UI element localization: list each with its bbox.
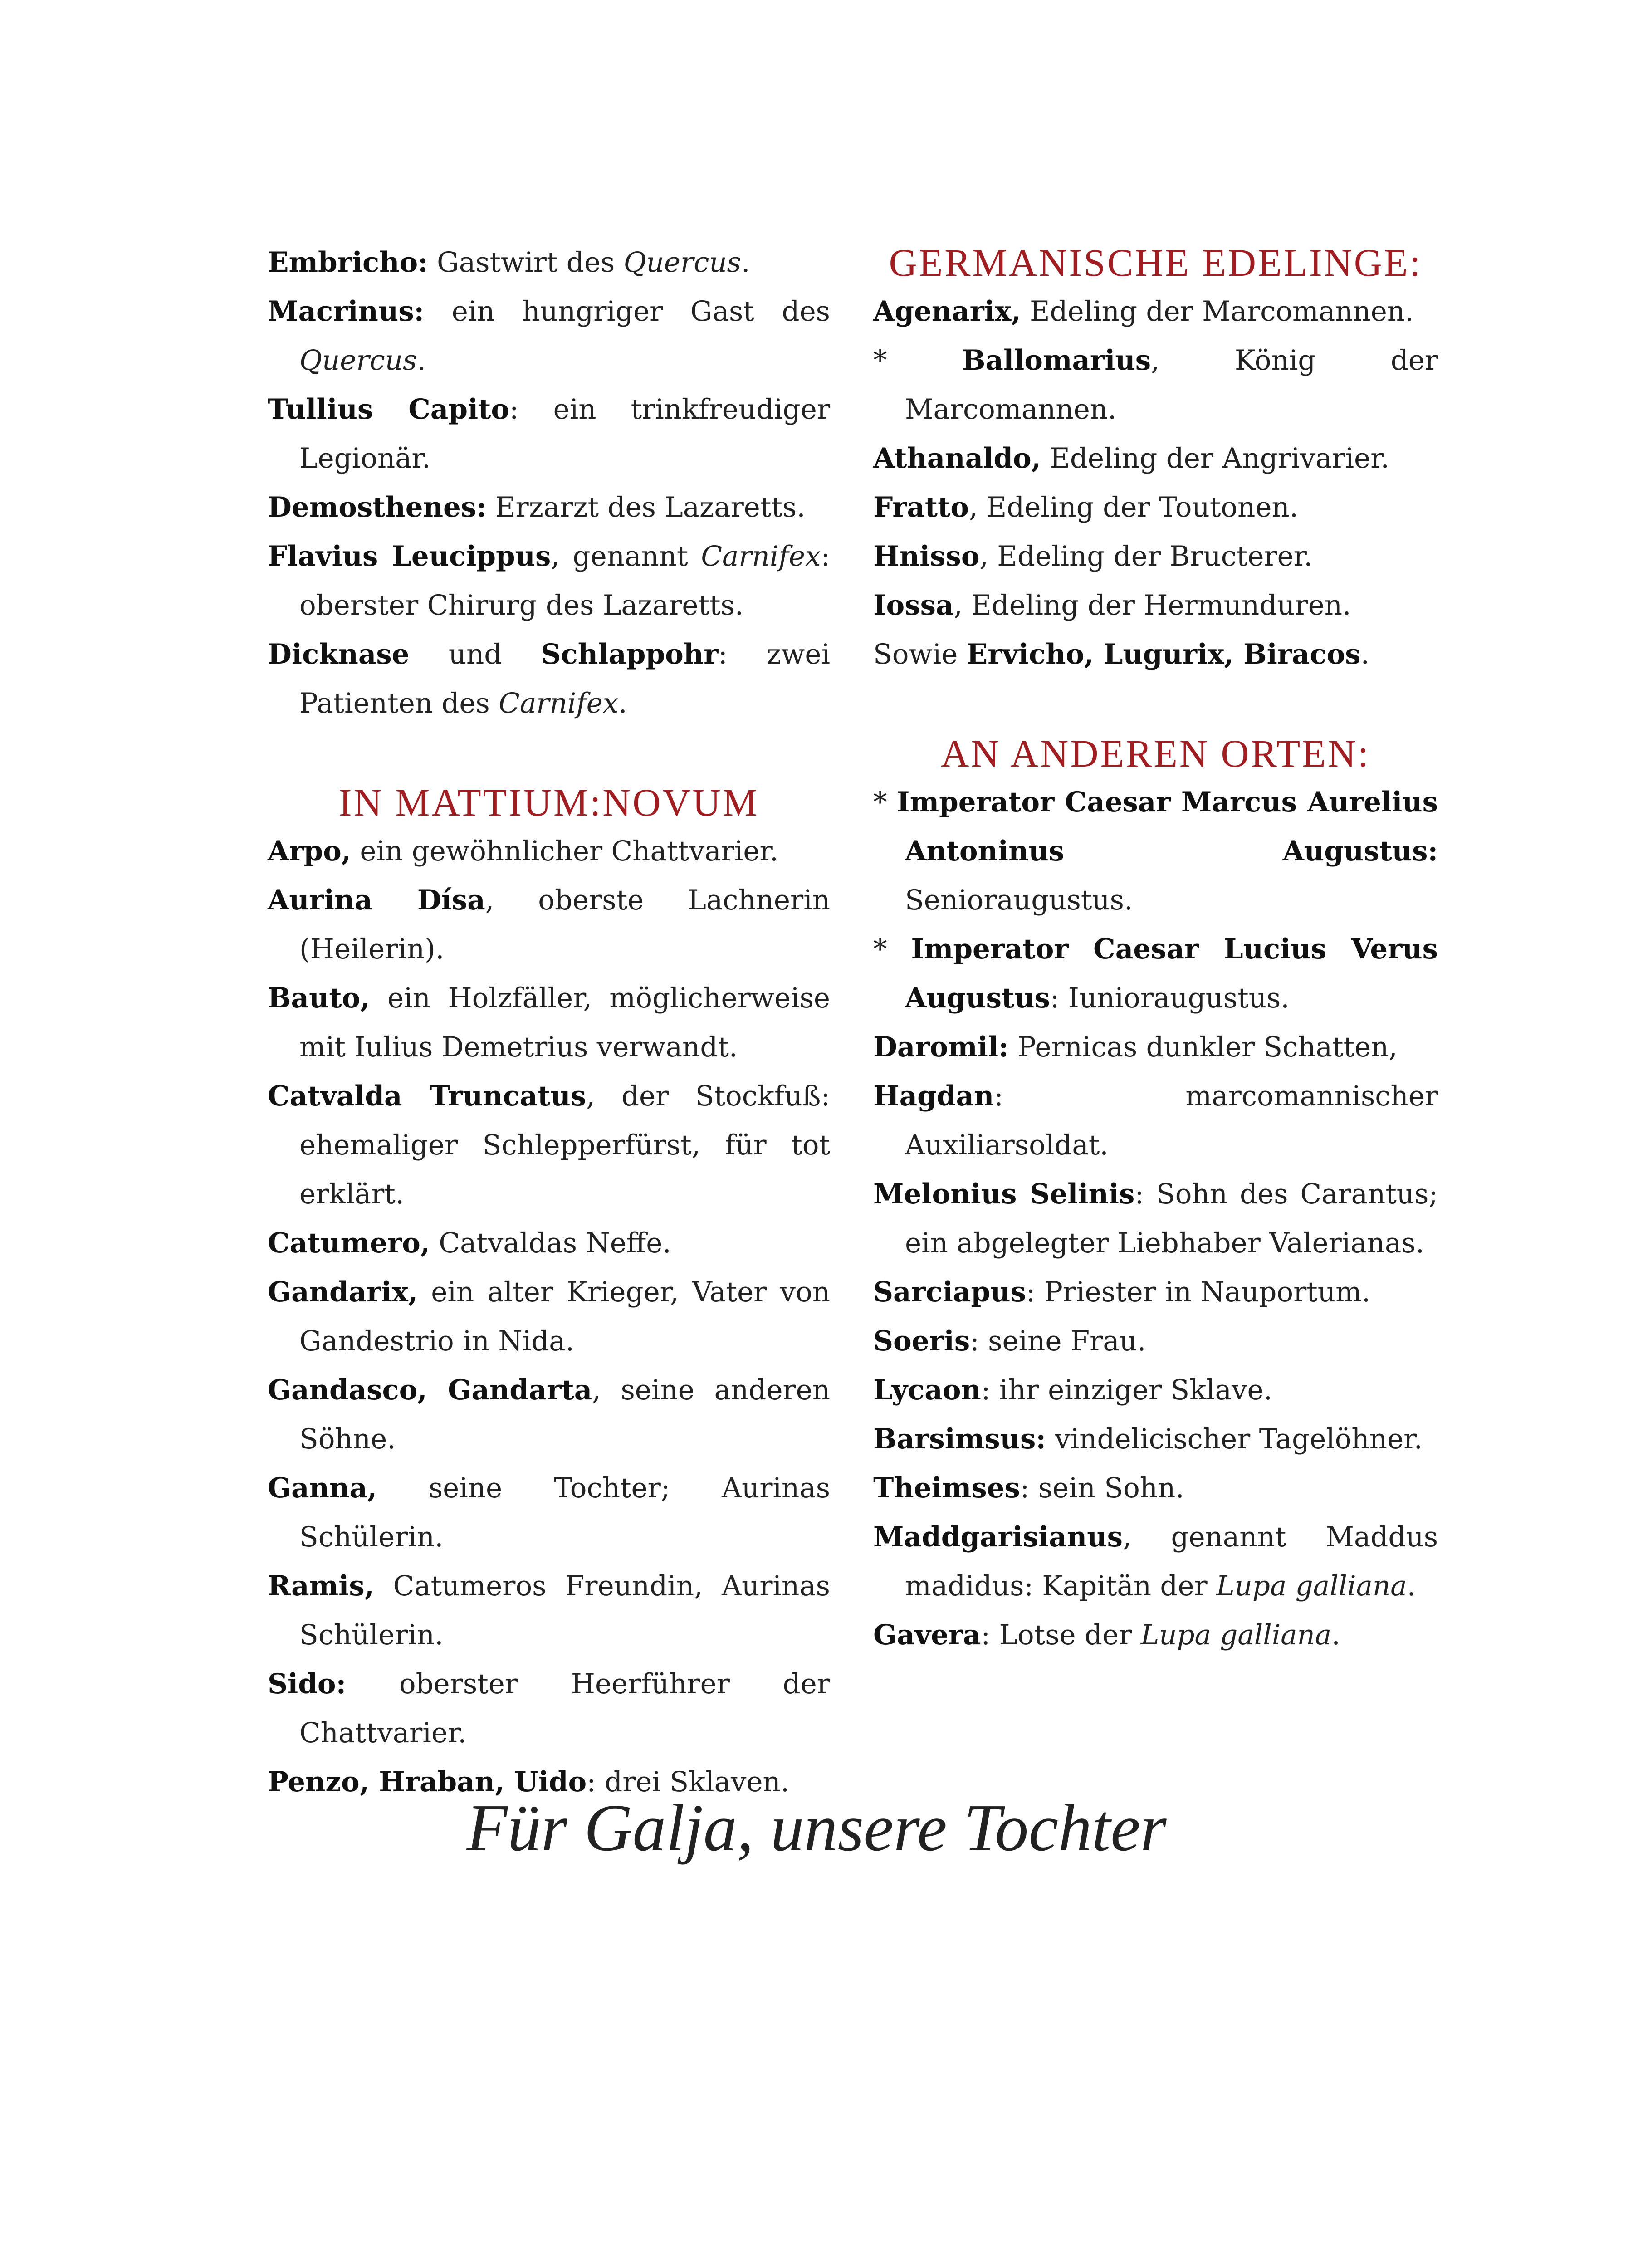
- entry-ending: .: [618, 687, 627, 719]
- character-description: Edeling der Marcomannen.: [1021, 295, 1414, 327]
- cast-entry: [873, 336, 1438, 434]
- character-description: : Sohn des Carantus; ein abgelegter Liebhaber Valerianas.: [905, 1178, 1438, 1259]
- character-description: oberster Heerführer der Chattvarier.: [299, 1668, 830, 1749]
- character-description: , genannt: [551, 540, 701, 572]
- character-description: Pernicas dunkler Schatten,: [1008, 1031, 1398, 1063]
- cast-entry: [268, 1219, 830, 1268]
- character-name: Imperator Caesar Marcus Aurelius Antoninus Augustus:: [897, 786, 1438, 867]
- italic-term: Quercus: [623, 246, 741, 279]
- character-name: Iossa: [873, 589, 954, 621]
- character-name: Fratto: [873, 491, 969, 523]
- cast-entry: [873, 1611, 1438, 1660]
- character-name: Catvalda Truncatus: [268, 1080, 587, 1112]
- character-description: und: [409, 638, 541, 670]
- cast-entry: [873, 1170, 1438, 1268]
- cast-list-quercus: [268, 238, 830, 728]
- cast-entry: [268, 385, 830, 483]
- character-name: Agenarix,: [873, 295, 1021, 327]
- cast-entry: [268, 1660, 830, 1758]
- character-name: Gandarix,: [268, 1276, 418, 1308]
- cast-entry: [268, 1072, 830, 1219]
- character-name: Gandasco, Gandarta: [268, 1374, 592, 1406]
- character-name: Sarciapus: [873, 1276, 1026, 1308]
- cast-entry: [268, 238, 830, 287]
- character-description: ein gewöhnlicher Chattvarier.: [351, 835, 779, 867]
- character-name: Ganna,: [268, 1472, 377, 1504]
- character-name: Ballomarius: [962, 344, 1151, 376]
- cast-entry: [268, 1268, 830, 1366]
- entry-prefix: Sowie: [873, 638, 967, 670]
- character-description: : drei Sklaven.: [587, 1766, 790, 1798]
- character-name: Daromil:: [873, 1031, 1009, 1063]
- character-name: Bauto,: [268, 982, 370, 1014]
- character-name: Lycaon: [873, 1374, 981, 1406]
- character-description: ein Holzfäller, möglicherweise mit Iulius Demetrius verwandt.: [299, 982, 830, 1063]
- character-description: : ihr einziger Sklave.: [981, 1374, 1272, 1406]
- character-name: Barsimsus:: [873, 1423, 1046, 1455]
- right-column: [873, 238, 1438, 1660]
- character-name: Soeris: [873, 1325, 970, 1357]
- character-description: , Edeling der Hermunduren.: [953, 589, 1351, 621]
- character-description: Catvaldas Neffe.: [430, 1227, 671, 1259]
- cast-list-germanic: [873, 287, 1438, 679]
- entry-prefix: *: [873, 344, 962, 376]
- character-description: : seine Frau.: [970, 1325, 1146, 1357]
- cast-entry: [268, 483, 830, 532]
- entry-ending: .: [741, 246, 750, 279]
- cast-entry: [268, 827, 830, 876]
- italic-term: Lupa galliana: [1216, 1570, 1407, 1602]
- character-description: : ein trinkfreudiger Legionär.: [299, 393, 830, 474]
- character-description: : Lotse der: [981, 1619, 1141, 1651]
- character-description: , Edeling der Bructerer.: [979, 540, 1313, 572]
- cast-entry: [268, 287, 830, 385]
- cast-list-mattium: [268, 827, 830, 1807]
- cast-entry: [873, 287, 1438, 336]
- cast-entry: [873, 581, 1438, 630]
- character-name: Penzo, Hraban, Uido: [268, 1766, 587, 1798]
- character-description: ein hungriger Gast des: [424, 295, 830, 327]
- entry-ending: .: [1331, 1619, 1340, 1651]
- entry-prefix: *: [873, 786, 897, 818]
- character-description: : marcomannischer Auxiliarsoldat.: [905, 1080, 1438, 1161]
- character-name: Arpo,: [268, 835, 352, 867]
- section-gap: [268, 728, 830, 778]
- character-name: Melonius Selinis: [873, 1178, 1135, 1210]
- character-name: Macrinus:: [268, 295, 425, 327]
- character-description: , der Stockfuß: ehemaliger Schlepperfürst, für tot erklärt.: [299, 1080, 831, 1210]
- character-description: Senioraugustus.: [905, 884, 1133, 916]
- character-name: Imperator Caesar Lucius Verus Augustus: [905, 933, 1438, 1014]
- character-name: Hagdan: [873, 1080, 994, 1112]
- dedication: Für Galja, unsere Tochter: [466, 1791, 1167, 1865]
- italic-term: Lupa galliana: [1140, 1619, 1332, 1651]
- cast-entry: [873, 925, 1438, 1023]
- character-description: seine Tochter; Aurinas Schülerin.: [299, 1472, 830, 1553]
- character-name: Embricho:: [268, 246, 428, 279]
- cast-entry: [873, 1464, 1438, 1513]
- cast-entry: [268, 974, 830, 1072]
- cast-entry: [873, 778, 1438, 925]
- character-name: Ervicho, Lugurix, Biracos: [966, 638, 1361, 670]
- cast-entry: [873, 1023, 1438, 1072]
- cast-entry: [268, 876, 830, 974]
- character-name: Theimses: [873, 1472, 1020, 1504]
- character-name: Demosthenes:: [268, 491, 487, 523]
- character-description: : sein Sohn.: [1020, 1472, 1184, 1504]
- cast-entry: [873, 1317, 1438, 1366]
- character-description: .: [1360, 638, 1369, 670]
- cast-entry: [268, 1366, 830, 1464]
- heading-germanic: GERMANISCHE EDELINGE:: [889, 241, 1423, 284]
- character-description: , genannt Maddus madidus: Kapitän der: [905, 1521, 1438, 1602]
- cast-entry: [873, 532, 1438, 581]
- cast-entry: [268, 630, 830, 728]
- section-gap: [873, 679, 1438, 729]
- character-name: Tullius Capito: [268, 393, 510, 425]
- character-name: Schlappohr: [541, 638, 719, 670]
- cast-entry: [873, 483, 1438, 532]
- character-name: Gavera: [873, 1619, 981, 1651]
- cast-entry: [268, 1562, 830, 1660]
- cast-entry: [873, 1072, 1438, 1170]
- character-name: Athanaldo,: [873, 442, 1041, 474]
- character-description: , Edeling der Toutonen.: [968, 491, 1299, 523]
- left-column: [268, 238, 830, 1807]
- character-name: Aurina Dísa: [268, 884, 485, 916]
- character-description: , König der Marcomannen.: [905, 344, 1438, 425]
- character-description: ein alter Krieger, Vater von Gandestrio in Nida.: [299, 1276, 830, 1357]
- character-description: Gastwirt des: [428, 246, 624, 279]
- character-description: vindelicischer Tagelöhner.: [1046, 1423, 1423, 1455]
- cast-entry: [268, 532, 830, 630]
- cast-entry: [873, 630, 1438, 679]
- cast-list-elsewhere: [873, 778, 1438, 1660]
- cast-entry: [873, 1415, 1438, 1464]
- cast-entry: [873, 434, 1438, 483]
- character-name: Sido:: [268, 1668, 347, 1700]
- character-description: : zwei Patienten des: [299, 638, 830, 719]
- character-name: Catumero,: [268, 1227, 430, 1259]
- entry-ending: : oberster Chirurg des Lazaretts.: [299, 540, 830, 621]
- cast-entry: [268, 1464, 830, 1562]
- entry-ending: .: [1407, 1570, 1416, 1602]
- character-name: Hnisso: [873, 540, 980, 572]
- cast-entry: [873, 1268, 1438, 1317]
- italic-term: Quercus: [299, 344, 417, 376]
- heading-mattium: IN MATTIUM:NOVUM: [338, 781, 759, 824]
- entry-prefix: *: [873, 933, 911, 965]
- character-description: Edeling der Angrivarier.: [1041, 442, 1389, 474]
- character-description: Erzarzt des Lazaretts.: [486, 491, 806, 523]
- character-description: Catumeros Freundin, Aurinas Schülerin.: [299, 1570, 830, 1651]
- character-description: , seine anderen Söhne.: [299, 1374, 830, 1455]
- character-description: : Iunioraugustus.: [1050, 982, 1290, 1014]
- character-description: , oberste Lachnerin (Heilerin).: [299, 884, 830, 965]
- character-name: Ramis,: [268, 1570, 374, 1602]
- character-name: Flavius Leucippus: [268, 540, 551, 572]
- italic-term: Carnifex: [701, 540, 821, 572]
- italic-term: Carnifex: [499, 687, 619, 719]
- character-description: : Priester in Nauportum.: [1026, 1276, 1371, 1308]
- character-name: Dicknase: [268, 638, 410, 670]
- character-name: Maddgarisianus: [873, 1521, 1123, 1553]
- entry-ending: .: [417, 344, 426, 376]
- cast-entry: [873, 1513, 1438, 1611]
- heading-elsewhere: AN ANDEREN ORTEN:: [941, 732, 1370, 775]
- cast-entry: [873, 1366, 1438, 1415]
